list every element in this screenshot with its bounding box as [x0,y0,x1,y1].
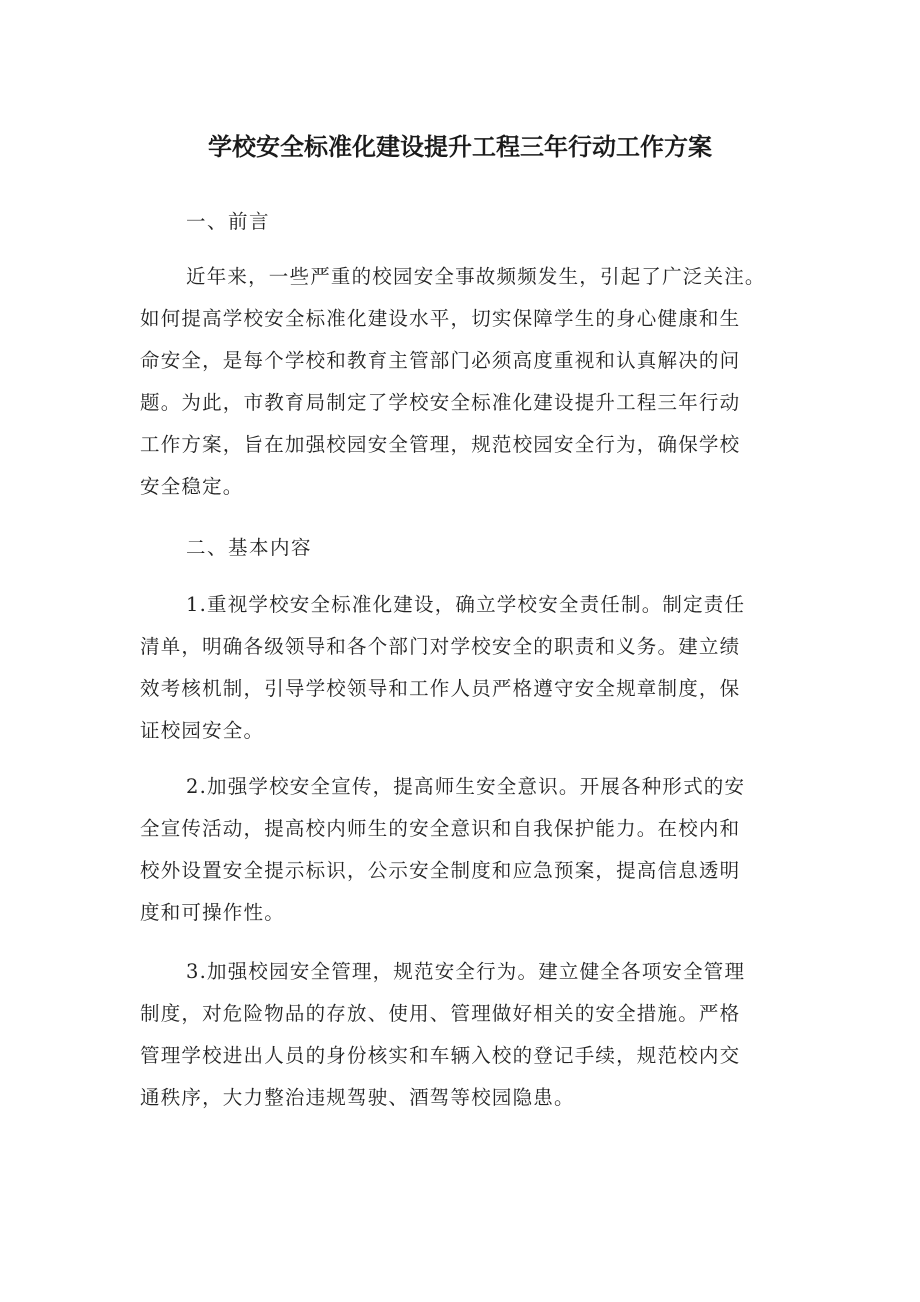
document-title: 学校安全标准化建设提升工程三年行动工作方案 [208,133,712,161]
section-heading-basic-content: 二、基本内容 [186,536,313,559]
paragraph-item-2 [140,766,790,934]
paragraph-line: 校外设置安全提示标识，公示安全制度和应急预案，提高信息透明 [140,859,741,882]
section-heading-preface: 一、前言 [186,210,271,233]
paragraph-line: 2.加强学校安全宣传，提高师生安全意识。开展各种形式的安 [186,775,746,798]
paragraph-line: 效考核机制，引导学校领导和工作人员严格遵守安全规章制度，保 [140,677,741,700]
paragraph-line: 制度，对危险物品的存放、使用、管理做好相关的安全措施。严格 [140,1002,741,1025]
paragraph-preface [140,256,790,508]
paragraph-line: 安全稳定。 [140,475,244,498]
paragraph-line: 如何提高学校安全标准化建设水平，切实保障学生的身心健康和生 [140,307,741,330]
paragraph-item-3 [140,951,790,1119]
paragraph-line: 工作方案，旨在加强校园安全管理，规范校园安全行为，确保学校 [140,433,741,456]
paragraph-line: 通秩序，大力整治违规驾驶、酒驾等校园隐患。 [140,1086,575,1109]
paragraph-line: 清单，明确各级领导和各个部门对学校安全的职责和义务。建立绩 [140,635,741,658]
paragraph-line: 3.加强校园安全管理，规范安全行为。建立健全各项安全管理 [186,960,746,983]
paragraph-line: 全宣传活动，提高校内师生的安全意识和自我保护能力。在校内和 [140,817,741,840]
paragraph-line: 题。为此，市教育局制定了学校安全标准化建设提升工程三年行动 [140,391,741,414]
paragraph-line: 度和可操作性。 [140,901,285,924]
paragraph-line: 命安全，是每个学校和教育主管部门必须高度重视和认真解决的问 [140,349,741,372]
paragraph-line: 管理学校进出人员的身份核实和车辆入校的登记手续，规范校内交 [140,1044,741,1067]
paragraph-item-1 [140,584,790,752]
paragraph-line: 近年来，一些严重的校园安全事故频频发生，引起了广泛关注。 [186,265,766,288]
paragraph-line: 1.重视学校安全标准化建设，确立学校安全责任制。制定责任 [186,593,746,616]
paragraph-line: 证校园安全。 [140,719,265,742]
